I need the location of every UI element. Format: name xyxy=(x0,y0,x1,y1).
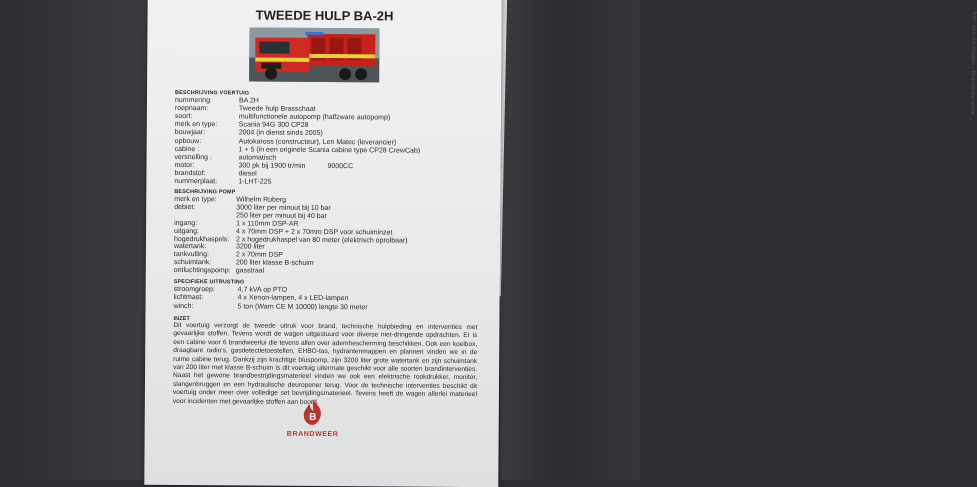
spec-key: nummerplaat: xyxy=(174,178,238,185)
spec-row xyxy=(174,162,353,170)
brandweer-logo xyxy=(285,398,341,438)
spec-row xyxy=(174,251,283,259)
spec-value: 2 x 70mm DSP xyxy=(236,252,283,259)
spec-row xyxy=(174,170,256,178)
spec-value: 1 + 5 (in een originele Scania cabine type CP28 CrewCab) xyxy=(239,146,421,154)
spec-key: tankvulling: xyxy=(174,251,236,258)
spec-key: uitgang: xyxy=(174,228,236,235)
document-sheet xyxy=(144,0,501,487)
spec-row xyxy=(174,286,288,294)
spec-row xyxy=(174,303,368,311)
svg-text:B: B xyxy=(309,412,316,423)
flame-icon xyxy=(300,398,326,426)
spec-row xyxy=(174,220,299,228)
spec-value: Wilhelm Ruberg xyxy=(236,196,286,203)
spec-key: opbouw: xyxy=(175,137,239,144)
spec-key: brandstof: xyxy=(174,170,238,177)
spec-extra: 9000CC xyxy=(327,163,353,170)
spec-key: schuimtank: xyxy=(174,259,236,266)
spec-key: roepnaam: xyxy=(175,105,239,112)
logo-text: BRANDWEER xyxy=(285,431,341,438)
spec-key: lichtmast: xyxy=(174,294,238,301)
spec-value: 250 liter per minuut bij 40 bar xyxy=(236,212,327,220)
spec-key: ingang: xyxy=(174,220,236,227)
spec-value: 1-LHT-225 xyxy=(238,178,271,185)
spec-key: motor: xyxy=(174,162,238,169)
spec-key: merk en type: xyxy=(175,121,239,128)
spec-value: Autokaross (constructeur), Len Matec (leverancier) xyxy=(239,138,397,146)
spec-value: Tweede hulp Brasschaat xyxy=(239,106,316,114)
spec-value: 2 x hogedrukhaspel van 80 meter (elektrisch oprolbaar) xyxy=(236,236,408,244)
intro-text: Dit voertuig verzorgt de tweede uitruk voor brand, technische hulpbieding en interventies met gevaarlijke stoffen. Tevens wordt de wagen uitgestuurd voor diverse niet-dringende opdrachten. Er is een cabine voor 6 brandweerlui die tevens allen over ademhescherming beschikken. Ook een koelbox, draagbare radio's, gasdetectietoestellen, EHBO-tas, hydrantenmappen en plannen vinden we in de ruime cabine terug. Dankzij zijn krachtige bluspomp, zijn 3200 liter grote watertank en zijn schuimtank van 200 liter met klasse B-schuim is dit voertuig uitermate geschikt voor alle soorten brandinterventies. Naast het gewone brandbestrijdingsmaterieel vinden we ook een elektrische rookdrukker, monitor, slangenbruggen en een hydraulische deuropener terug. Voor de technische interventies beschikt dit voertuig onder meer over volledige set bevrijdingsmaterieel. Tevens heeft de wagen allerlei materieel voor incidenten met gevaarlijke stoffen aan boord. xyxy=(173,322,478,408)
spec-row xyxy=(174,204,331,212)
spec-value: 4,7 kVA op PTO xyxy=(238,286,288,293)
intro-heading: INZET xyxy=(173,316,190,322)
spec-key: soort: xyxy=(175,113,239,120)
spec-row xyxy=(174,294,349,302)
background-right xyxy=(500,0,640,480)
spec-value: gasstraal xyxy=(236,267,264,274)
spec-value: 2004 (in dienst sinds 2005) xyxy=(239,130,323,138)
spec-key: debiet: xyxy=(174,204,236,211)
spec-value: 5 ton (Warn CE M 10000) lengte 30 meter xyxy=(238,303,368,311)
spec-row xyxy=(175,129,323,137)
spec-row xyxy=(175,121,309,129)
spec-key: versnelling : xyxy=(175,154,239,161)
spec-key: bouwjaar: xyxy=(175,129,239,136)
spec-value: BA 2H xyxy=(239,97,259,104)
spec-value: 200 liter klasse B-schuim xyxy=(236,260,314,268)
equipment-heading: SPECIFIEKE UITRUSTING xyxy=(174,279,245,285)
spec-key: cabine : xyxy=(175,146,239,153)
spec-row xyxy=(174,267,264,275)
spec-row xyxy=(174,196,286,204)
spec-key: nummering: xyxy=(175,97,239,104)
spec-value: 3000 liter per minuut bij 10 bar xyxy=(236,204,331,212)
document-title: TWEEDE HULP BA-2H xyxy=(148,7,502,24)
spec-value: Scania 94G 300 CP28 xyxy=(239,122,309,129)
spec-row xyxy=(175,105,316,113)
fire-truck-photo xyxy=(249,27,379,82)
spec-value: 1 x 110mm DSP-AR xyxy=(236,220,299,227)
spec-value: multifunctionele autopomp (halfzware autopomp) xyxy=(239,114,390,122)
spec-value: automatisch xyxy=(239,154,277,161)
spec-row xyxy=(174,259,314,267)
spec-row xyxy=(175,97,259,105)
spec-key: merk en type: xyxy=(174,196,236,203)
spec-row xyxy=(174,243,265,251)
spec-row xyxy=(174,178,271,186)
spec-value: 4 x 70mm DSP + 2 x 70mm DSP voor schuiminzet xyxy=(236,228,392,236)
vehicle-heading: BESCHRIJVING VOERTUIG xyxy=(175,90,249,97)
spec-key: winch: xyxy=(174,303,238,310)
spec-key: ontluchtingspomp: xyxy=(174,267,236,274)
spec-row xyxy=(175,113,390,122)
spec-key: stroomgroep: xyxy=(174,286,238,293)
spec-row xyxy=(175,137,397,146)
spec-value: 3200 liter xyxy=(236,244,265,251)
spec-key: hogedrukhaspels: xyxy=(174,235,236,242)
spec-row xyxy=(174,212,327,220)
background-left xyxy=(0,0,150,480)
spec-value: diesel xyxy=(238,170,256,177)
spec-value: 300 pk bij 1900 tr/min xyxy=(238,162,305,169)
pump-heading: BESCHRIJVING POMP xyxy=(174,189,235,195)
spec-value: 4 x Xenon-lampen, 4 x LED-lampen xyxy=(238,295,349,303)
side-note: hier aan de wagen - Brandweerzone... xyxy=(969,12,977,121)
spec-key: watertank: xyxy=(174,243,236,250)
spec-row xyxy=(175,154,277,162)
